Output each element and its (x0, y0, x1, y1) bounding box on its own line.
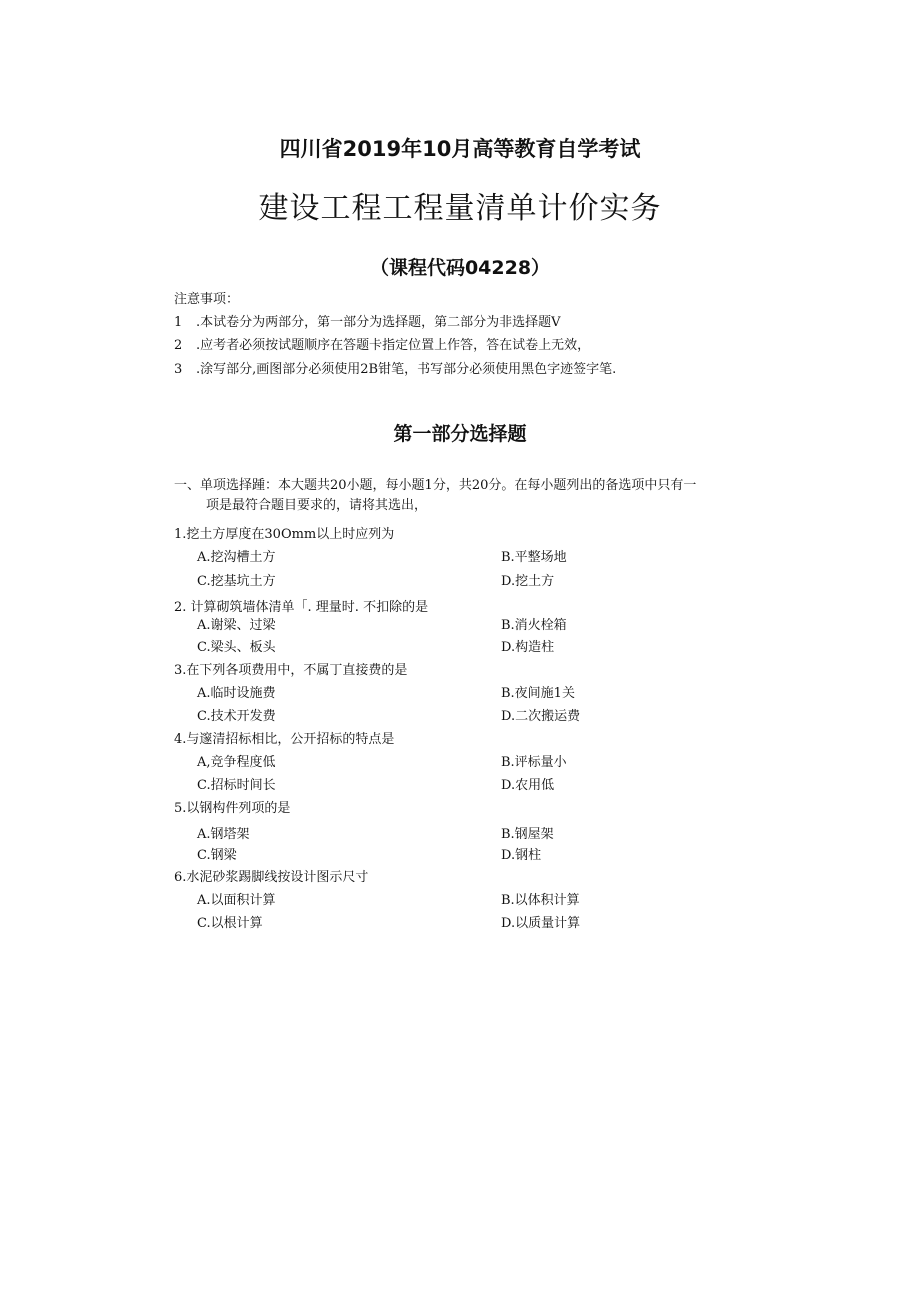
option-c: C.以根计算 (197, 916, 263, 931)
option-c: C.钢梁 (197, 848, 237, 863)
question-stem: 2. 计算砌筑墙体清单「. 理量时. 不扣除的是 (174, 600, 429, 615)
notice-heading: 注意事项： (174, 292, 240, 307)
option-c: C.招标时间长 (197, 778, 276, 793)
option-a: A.挖沟槽土方 (197, 550, 276, 565)
question-stem: 5.以钢构件列项的是 (174, 801, 291, 816)
option-c: C.技术开发费 (197, 709, 276, 724)
option-d: D.二次搬运费 (501, 709, 581, 724)
part-title: 第一部分选择题 (393, 423, 527, 445)
option-c: C.梁头、板头 (197, 640, 276, 655)
option-a: A.临时设施费 (197, 686, 276, 701)
option-a: A.钢塔架 (197, 827, 250, 842)
option-c: C.挖基坑土方 (197, 574, 276, 589)
option-a: A.以面积计算 (197, 893, 276, 908)
course-code: （课程代码04228） (369, 257, 551, 279)
option-d: D.钢柱 (501, 848, 542, 863)
notice-item (174, 311, 561, 330)
option-a: A.谢梁、过梁 (197, 618, 276, 633)
option-b: B.评标量小 (501, 755, 567, 770)
question-stem: 4.与邃清招标相比，公开招标的特点是 (174, 732, 395, 747)
notice-item (174, 358, 616, 377)
option-b: B.消火栓箱 (501, 618, 567, 633)
section-intro-line: 项是最符合题目要求的，请将其选出， (206, 498, 428, 513)
notice-item-text: .本试卷分为两部分，第一部分为选择题，第二部分为非选择题V (196, 315, 561, 330)
exam-title: 四川省2019年10月高等教育自学考试 (279, 137, 641, 161)
option-b: B.钢屋架 (501, 827, 554, 842)
notice-item-number: 1 (174, 315, 183, 330)
notice-item (174, 334, 590, 353)
section-intro (174, 476, 784, 516)
question-stem: 1.挖土方厚度在30Omm以上时应列为 (174, 527, 395, 542)
option-d: D.以质量计算 (501, 916, 581, 931)
option-b: B.以体积计算 (501, 893, 580, 908)
notice-item-number: 2 (174, 338, 183, 353)
option-d: D.挖土方 (501, 574, 555, 589)
subject-title: 建设工程工程量清单计价实务 (258, 191, 662, 226)
option-a: A,竞争程度低 (197, 755, 276, 770)
option-b: B.夜间施1关 (501, 686, 575, 701)
notice-item-text: .涂写部分,画图部分必须使用2B钳笔，书写部分必须使用黑色字迹签字笔. (196, 362, 617, 377)
option-b: B.平整场地 (501, 550, 567, 565)
notice-item-number: 3 (174, 362, 183, 377)
question-stem: 3.在下列各项费用中，不属丁直接费的是 (174, 663, 408, 678)
option-d: D.构造柱 (501, 640, 555, 655)
notice-item-text: .应考者必须按试题顺序在答题卡指定位置上作答，答在试卷上无效， (196, 338, 591, 353)
question-stem: 6.水泥砂浆踢脚线按设计图示尺寸 (174, 870, 369, 885)
option-d: D.农用低 (501, 778, 555, 793)
section-intro-line: 一、单项选择踵：本大题共20小题，每小题1分，共20分。在每小题列出的备选项中只有一 (174, 478, 697, 493)
